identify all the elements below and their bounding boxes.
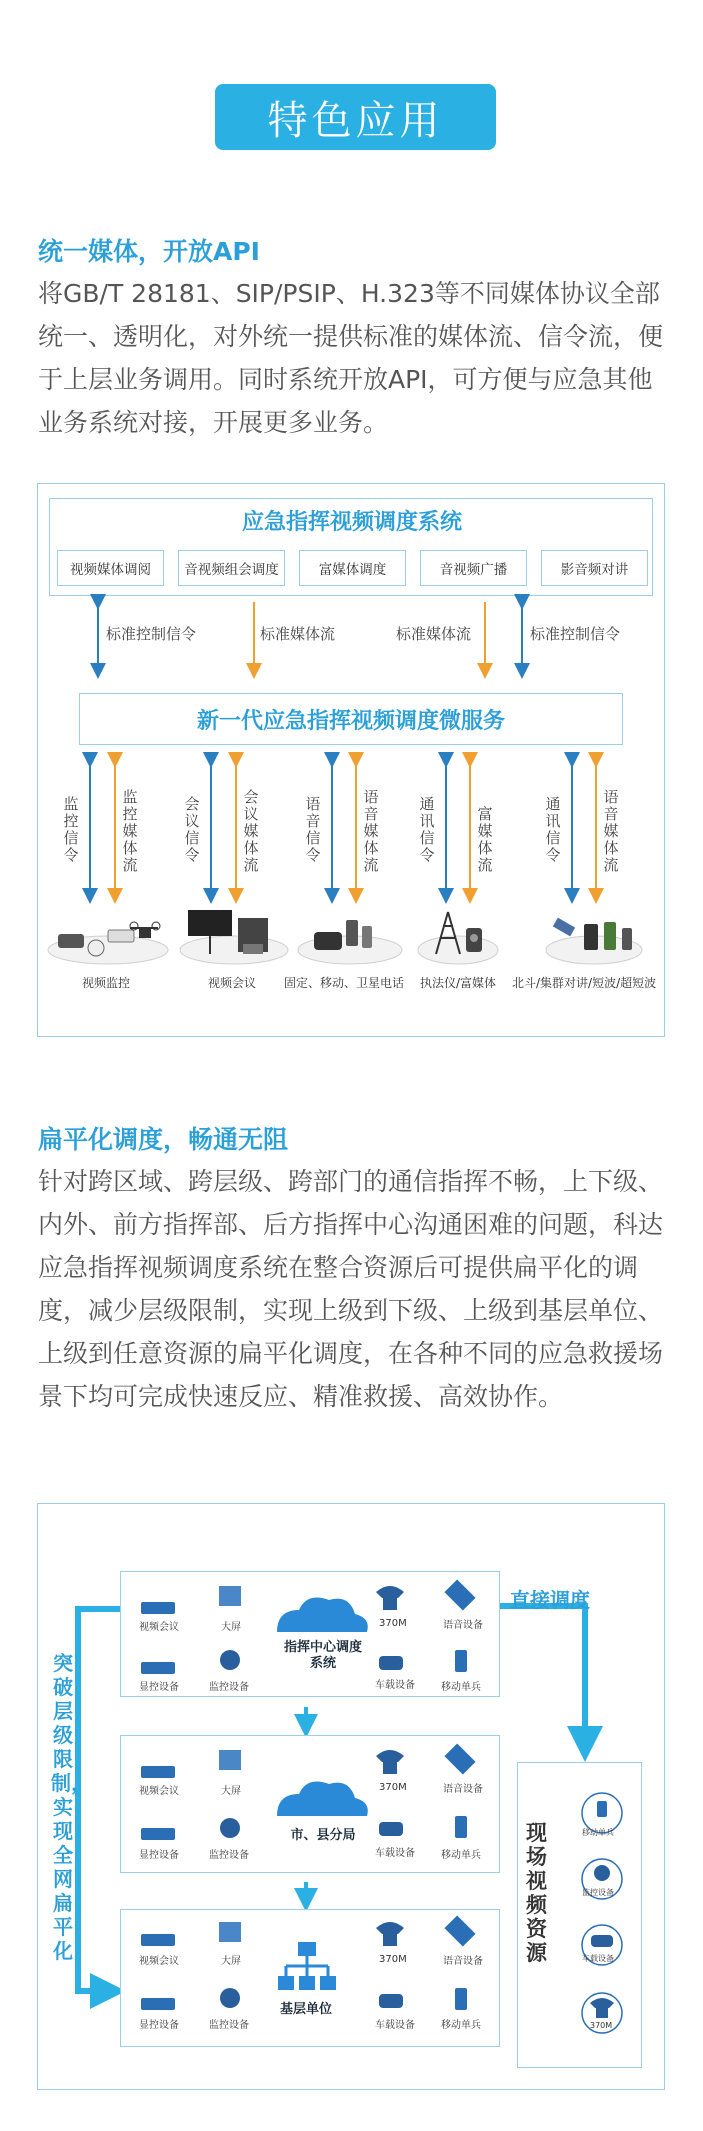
- tier-city-county: [120, 1735, 500, 1873]
- field-item-monitor: 监控设备: [582, 1888, 614, 1897]
- monitor-camera-icon: [220, 1988, 240, 2008]
- signal-label-control-1: 标准控制信令: [106, 625, 197, 643]
- car-icon: [379, 1822, 403, 1836]
- signal-label-media-1: 标准媒体流: [260, 625, 336, 643]
- radio-370-icon: [376, 1922, 404, 1946]
- section1-body: 将GB/T 28181、SIP/PSIP、H.323等不同媒体协议全部统一、透明化，对外统一提供标准的媒体流、信令流，便于上层业务调用。同时系统开放API，可方便与应急其他业务系统对接，开展更多业务。: [38, 279, 664, 437]
- group4-left-label: 通讯信令: [419, 795, 435, 864]
- car-icon: [591, 1935, 613, 1947]
- label-monitor: 监控设备: [209, 1682, 249, 1693]
- label-370m: 370M: [379, 1954, 407, 1965]
- group5-left-label: 通讯信令: [545, 795, 561, 864]
- device-illustrations: [38, 904, 666, 968]
- tier-center-label: 指挥中心调度系统: [283, 1640, 362, 1671]
- tier-center-label: 市、县分局: [290, 1828, 356, 1843]
- radio-370-icon: [376, 1586, 404, 1610]
- label-monitor: 监控设备: [209, 1850, 249, 1861]
- module-video-media: 视频媒体调阅: [57, 550, 164, 586]
- mobile-icon: [455, 1988, 467, 2010]
- group2-right-label: 会议媒体流: [243, 788, 259, 874]
- label-screen: 大屏: [221, 1956, 241, 1967]
- direct-dispatch-label: 直接调度: [510, 1588, 590, 1612]
- field-item-370m: 370M: [590, 2021, 613, 2030]
- group3-left-label: 语音信令: [305, 795, 321, 864]
- label-car: 车载设备: [375, 2020, 415, 2031]
- device-label-video-conference: 视频会议: [208, 976, 257, 990]
- screen-icon: [219, 1586, 241, 1606]
- label-conference: 视频会议: [139, 1956, 179, 1967]
- module-av-conference: 音视频组会调度: [178, 550, 285, 586]
- tier-command-center: [120, 1571, 500, 1697]
- group3-right-label: 语音媒体流: [363, 788, 379, 874]
- label-370m: 370M: [379, 1618, 407, 1629]
- field-item-mobile: 移动单兵: [582, 1828, 614, 1837]
- microservice-box: 新一代应急指挥视频调度微服务: [79, 693, 623, 745]
- module-rich-media: 富媒体调度: [299, 550, 406, 586]
- media-architecture-diagram: [37, 483, 665, 1037]
- voice-device-icon: [444, 1915, 475, 1946]
- device-label-video-monitoring: 视频监控: [82, 976, 131, 990]
- label-car: 车载设备: [375, 1680, 415, 1691]
- label-conference: 视频会议: [139, 1622, 179, 1633]
- device-label-radio: 北斗/集群对讲/短波/超短波: [512, 976, 657, 990]
- field-item-car: 车载设备: [582, 1954, 614, 1963]
- tier-grassroots: [120, 1909, 500, 2047]
- label-screen: 大屏: [221, 1786, 241, 1797]
- display-control-icon: [141, 1828, 175, 1840]
- org-chart-icon: [278, 1942, 336, 1990]
- car-icon: [379, 1656, 403, 1670]
- label-conference: 视频会议: [139, 1786, 179, 1797]
- signal-label-media-2: 标准媒体流: [396, 625, 472, 643]
- label-370m: 370M: [379, 1782, 407, 1793]
- group2-left-label: 会议信令: [184, 795, 200, 864]
- device-label-phones: 固定、移动、卫星电话: [284, 976, 405, 990]
- conference-icon: [141, 1602, 175, 1614]
- mobile-icon: [455, 1816, 467, 1838]
- label-monitor: 监控设备: [209, 2020, 249, 2031]
- cloud-icon: [277, 1782, 368, 1816]
- radio-370-icon: [376, 1750, 404, 1774]
- label-display: 显控设备: [139, 1682, 179, 1693]
- screen-icon: [219, 1750, 241, 1770]
- label-car: 车载设备: [375, 1848, 415, 1859]
- section2-heading: 扁平化调度，畅通无阻: [38, 1125, 289, 1154]
- display-control-icon: [141, 1998, 175, 2010]
- signal-label-control-2: 标准控制信令: [530, 625, 621, 643]
- module-broadcast: 音视频广播: [420, 550, 527, 586]
- label-voice: 语音设备: [443, 1620, 483, 1631]
- section2-body: 针对跨区域、跨层级、跨部门的通信指挥不畅，上下级、内外、前方指挥部、后方指挥中心沟通困难的问题，科达应急指挥视频调度系统在整合资源后可提供扁平化的调度，减少层级限制，实现上级到下级、上级到基层单位、上级到任意资源的扁平化调度，在各种不同的应急救援场景下均可完成快速反应、精准救援、高效协作。: [38, 1167, 664, 1411]
- flat-dispatch-diagram: [37, 1503, 665, 2090]
- group1-left-label: 监控信令: [63, 795, 79, 864]
- group1-right-label: 监控媒体流: [122, 788, 138, 874]
- label-voice: 语音设备: [443, 1784, 483, 1795]
- conference-icon: [141, 1766, 175, 1778]
- group4-right-label: 富媒体流: [477, 805, 493, 874]
- mobile-icon: [597, 1801, 607, 1817]
- page-title: 特色应用: [215, 84, 496, 150]
- screen-icon: [219, 1922, 241, 1942]
- field-resources-label: 现场视频资源: [526, 1821, 547, 1965]
- label-voice: 语音设备: [443, 1956, 483, 1967]
- voice-device-icon: [444, 1579, 475, 1610]
- system-title: 应急指挥视频调度系统: [241, 510, 462, 535]
- field-video-resources: [517, 1762, 642, 2068]
- voice-device-icon: [444, 1743, 475, 1774]
- device-label-rich-media: 执法仪/富媒体: [420, 976, 497, 990]
- tier-center-label: 基层单位: [279, 2002, 332, 2017]
- car-icon: [379, 1994, 403, 2008]
- group5-right-label: 语音媒体流: [603, 788, 619, 874]
- label-display: 显控设备: [139, 2020, 179, 2031]
- cloud-icon: [277, 1598, 368, 1632]
- monitor-camera-icon: [220, 1650, 240, 1670]
- label-display: 显控设备: [139, 1850, 179, 1861]
- section1-heading: 统一媒体，开放API: [38, 237, 260, 266]
- display-control-icon: [141, 1662, 175, 1674]
- flatten-label: 突破层级限制，实现全网扁平化: [51, 1651, 91, 1963]
- module-intercom: 影音频对讲: [541, 550, 648, 586]
- label-mobile: 移动单兵: [441, 1850, 481, 1861]
- monitor-camera-icon: [594, 1865, 610, 1881]
- mobile-icon: [455, 1650, 467, 1672]
- conference-icon: [141, 1934, 175, 1946]
- label-screen: 大屏: [221, 1622, 241, 1633]
- monitor-camera-icon: [220, 1818, 240, 1838]
- label-mobile: 移动单兵: [441, 1682, 481, 1693]
- label-mobile: 移动单兵: [441, 2020, 481, 2031]
